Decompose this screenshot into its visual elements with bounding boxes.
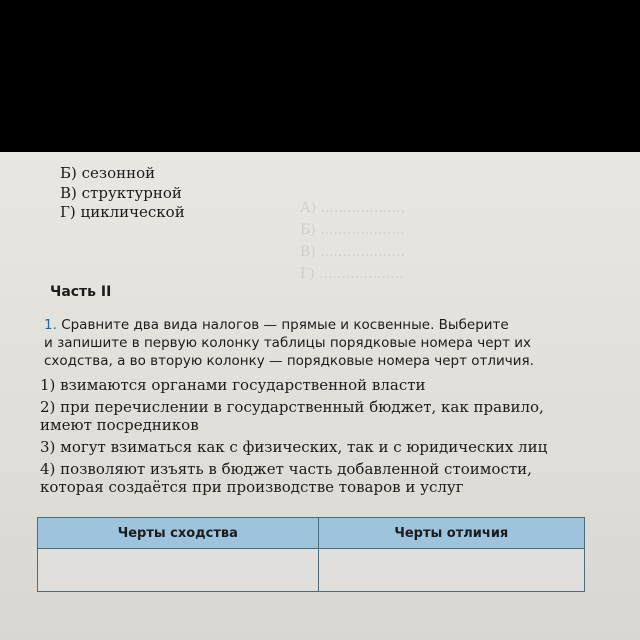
bleed-through-text: Б) ................... <box>300 222 405 238</box>
answer-table <box>37 517 585 592</box>
item-4-cont: которая создаётся при производстве товаров и услуг <box>40 478 464 496</box>
option-g: Г) циклической <box>60 203 185 221</box>
option-v: В) структурной <box>60 184 182 202</box>
bleed-through-text: В) ................... <box>300 244 405 260</box>
bleed-through-text: А) ................... <box>300 200 406 216</box>
item-2-cont: имеют посредников <box>40 416 199 434</box>
answer-cell-differences[interactable] <box>318 549 584 592</box>
task-line-2: и запишите в первую колонку таблицы порядковые номера черт их <box>44 335 532 351</box>
item-2: 2) при перечислении в государственный бюджет, как правило, <box>40 398 544 416</box>
bleed-through-text: Г) ................... <box>300 266 404 282</box>
answer-cell-similarities[interactable] <box>38 549 319 592</box>
header-similarities: Черты сходства <box>38 518 319 549</box>
part-title: Часть II <box>50 284 112 300</box>
option-b: Б) сезонной <box>60 164 156 182</box>
item-3: 3) могут взиматься как с физических, так и с юридических лиц <box>40 438 548 456</box>
item-4: 4) позволяют изъять в бюджет часть добавленной стоимости, <box>40 460 532 478</box>
task-line-3: сходства, а во вторую колонку — порядковые номера черт отличия. <box>44 353 534 369</box>
task-line-1: 1. Сравните два вида налогов — прямые и косвенные. Выберите <box>44 317 509 333</box>
textbook-page <box>0 152 640 640</box>
header-differences: Черты отличия <box>318 518 584 549</box>
item-1: 1) взимаются органами государственной власти <box>40 376 426 394</box>
task-number: 1. <box>44 317 57 333</box>
